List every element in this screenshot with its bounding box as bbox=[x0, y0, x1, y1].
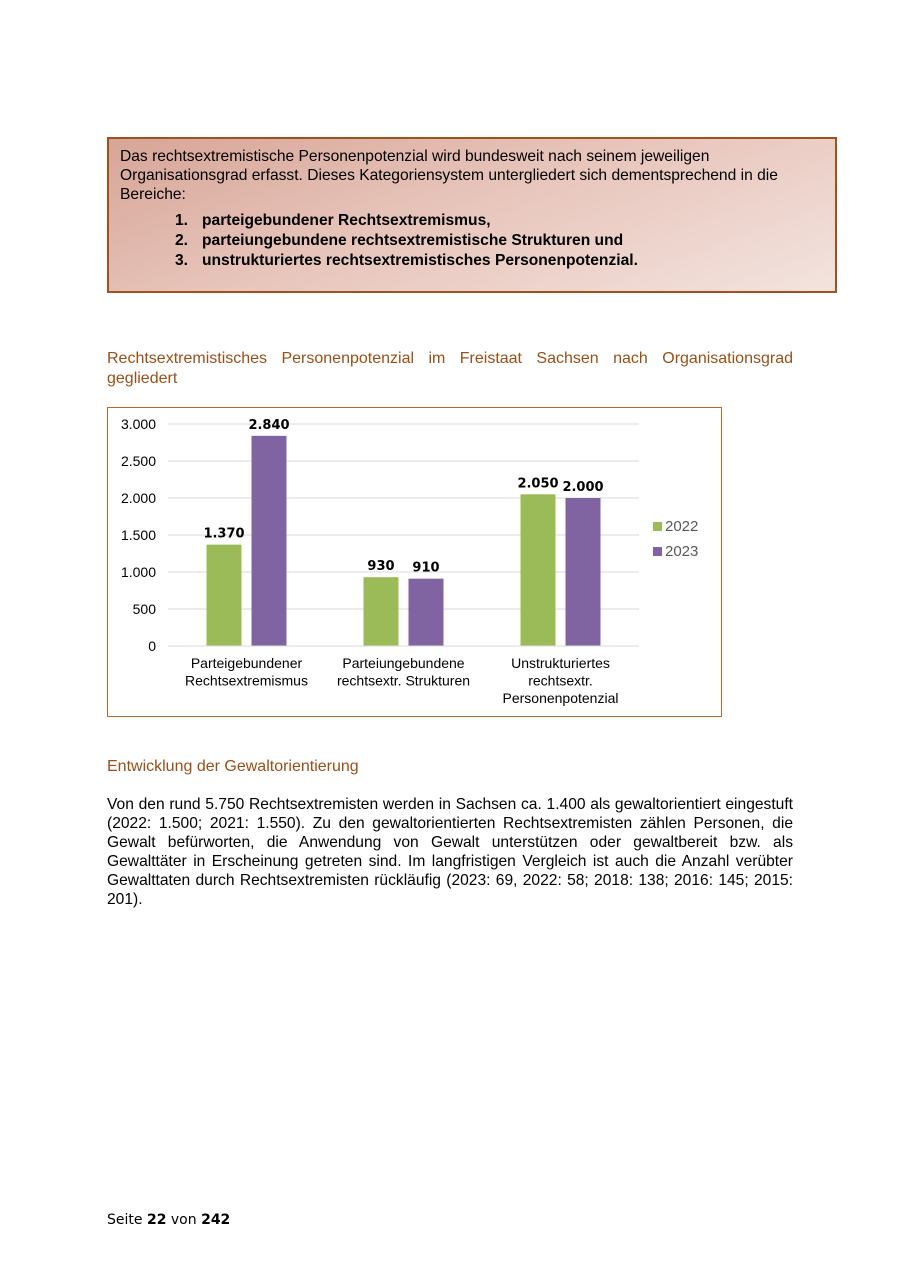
list-text: parteigebundener Rechtsextremismus, bbox=[202, 212, 491, 229]
list-item bbox=[120, 251, 824, 271]
y-tick-label: 500 bbox=[132, 601, 156, 617]
category-label: rechtsextr. Strukturen bbox=[336, 672, 471, 689]
legend-swatch-2023 bbox=[653, 547, 662, 556]
y-tick-label: 2.000 bbox=[120, 490, 156, 506]
bar-2023 bbox=[252, 436, 287, 646]
info-box bbox=[107, 137, 837, 293]
info-intro: Das rechtsextremistische Personenpotenzial wird bundesweit nach seinem jeweiligen Organisationsgrad erfasst. Dieses Kategoriensystem untergliedert sich dementsprechend in die Bereiche: bbox=[120, 148, 778, 203]
list-item bbox=[120, 231, 824, 251]
current-page-number: 22 bbox=[146, 1212, 167, 1228]
y-tick-label: 2.500 bbox=[120, 453, 156, 469]
bar-2023 bbox=[409, 579, 444, 646]
y-tick-label: 3.000 bbox=[120, 416, 156, 432]
legend-label: 2023 bbox=[665, 543, 699, 560]
data-label: 2.000 bbox=[562, 480, 604, 495]
category-label: Rechtsextremismus bbox=[185, 672, 308, 689]
page-footer bbox=[107, 1212, 230, 1228]
category-label: Unstrukturiertes bbox=[511, 655, 610, 671]
list-item bbox=[120, 211, 824, 231]
footer-middle: von bbox=[170, 1212, 197, 1228]
category-label: Personenpotenzial bbox=[502, 690, 619, 706]
body-paragraph: Von den rund 5.750 Rechtsextremisten werden in Sachsen ca. 1.400 als gewaltorientiert eingestuft (2022: 1.500; 2021: 1.550). Zu den gewaltorientierten Rechtsextremisten zählen Personen, die Gewalt befürworten, die Anwendung von Gewalt unterstützen oder gewaltbereit bzw. als Gewalttäter in Erscheinung getreten sind. Im langfristigen Vergleich ist auch die Anzahl verübter Gewalttaten durch Rechtsextremisten rückläufig (2023: 69, 2022: 58; 2018: 138; 2016: 145; 2015: 201). bbox=[107, 796, 793, 909]
list-number: 3. bbox=[175, 252, 189, 269]
category-list bbox=[120, 211, 824, 271]
bar-2023 bbox=[566, 498, 601, 646]
data-label: 910 bbox=[412, 560, 440, 576]
list-text: unstrukturiertes rechtsextremistisches Personenpotenzial. bbox=[202, 252, 638, 269]
chart-frame bbox=[107, 407, 722, 717]
section-heading: Entwicklung der Gewaltorientierung bbox=[107, 758, 359, 775]
y-tick-label: 1.500 bbox=[120, 527, 156, 543]
data-label: 930 bbox=[367, 559, 395, 575]
bar-2022 bbox=[207, 545, 242, 646]
chart-heading: Rechtsextremistisches Personenpotenzial im Freistaat Sachsen nach Organisationsgrad gegliedert bbox=[107, 350, 793, 387]
legend-label: 2022 bbox=[665, 518, 699, 535]
y-tick-label: 1.000 bbox=[120, 564, 156, 580]
list-number: 2. bbox=[175, 232, 189, 249]
category-label: Parteiungebundene bbox=[342, 655, 465, 671]
category-label: rechtsextr. bbox=[528, 672, 593, 689]
list-number: 1. bbox=[175, 212, 189, 229]
y-tick-label: 0 bbox=[148, 638, 156, 654]
data-label: 2.840 bbox=[248, 417, 290, 433]
legend-swatch-2022 bbox=[653, 522, 662, 531]
bar-2022 bbox=[364, 577, 399, 646]
category-label: Parteigebundener bbox=[190, 655, 303, 671]
list-text: parteiungebundene rechtsextremistische Strukturen und bbox=[202, 232, 624, 249]
data-label: 1.370 bbox=[203, 526, 245, 542]
data-label: 2.050 bbox=[517, 476, 559, 492]
bar-chart bbox=[108, 408, 723, 718]
footer-prefix: Seite bbox=[107, 1212, 143, 1228]
total-pages-number: 242 bbox=[201, 1212, 231, 1228]
bar-2022 bbox=[521, 494, 556, 646]
